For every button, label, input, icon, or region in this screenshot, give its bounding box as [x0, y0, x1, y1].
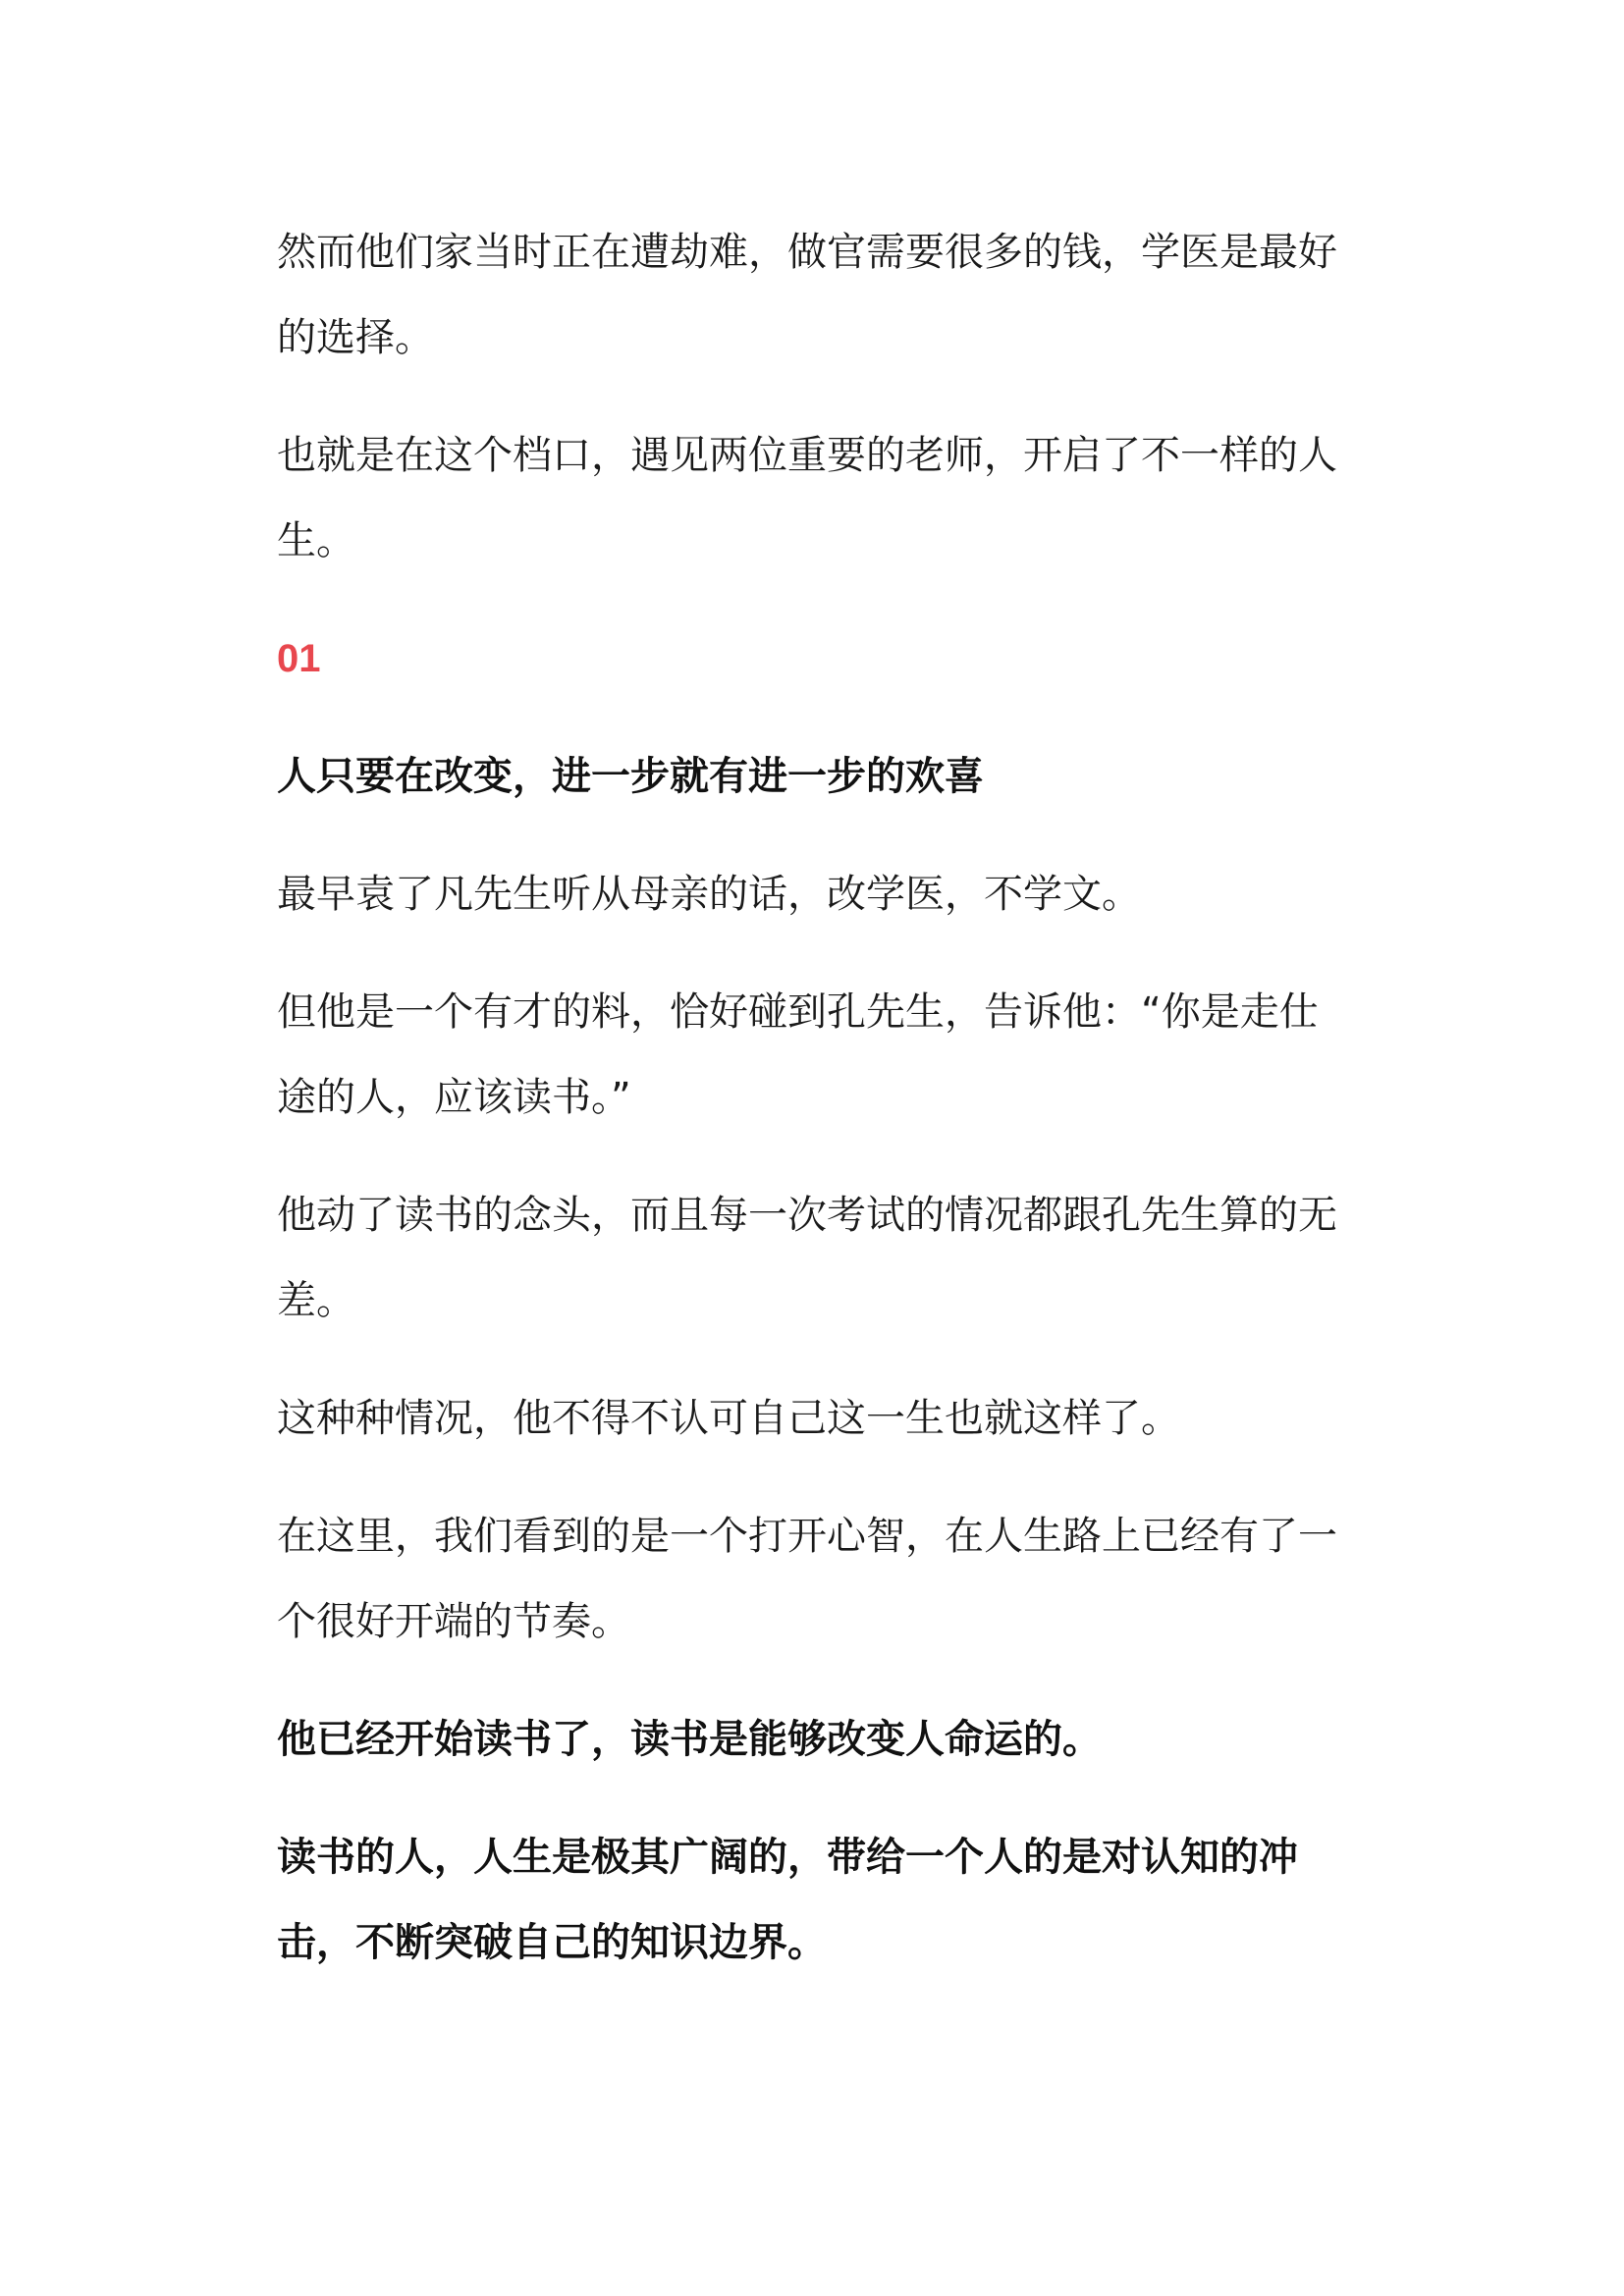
section-heading: 人只要在改变，进一步就有进一步的欢喜 [277, 754, 984, 799]
bold-paragraph-1: 他已经开始读书了，读书是能够改变人命运的。 [277, 1717, 1102, 1762]
body-paragraph-5: 在这里，我们看到的是一个打开心智，在人生路上已经有了一个很好开端的节奏。 [277, 1514, 1337, 1644]
intro-paragraph-1: 然而他们家当时正在遭劫难，做官需要很多的钱，学医是最好的选择。 [277, 230, 1337, 360]
body-paragraph-1: 最早袁了凡先生听从母亲的话，改学医，不学文。 [277, 872, 1141, 917]
body-paragraph-2: 但他是一个有才的料，恰好碰到孔先生，告诉他：“你是走仕途的人，应该读书。” [277, 989, 1319, 1120]
body-paragraph-4: 这种种情况，他不得不认可自己这一生也就这样了。 [277, 1396, 1180, 1441]
section-number: 01 [277, 637, 321, 680]
body-paragraph-3: 他动了读书的念头，而且每一次考试的情况都跟孔先生算的无差。 [277, 1193, 1337, 1323]
bold-paragraph-2: 读书的人，人生是极其广阔的，带给一个人的是对认知的冲击，不断突破自己的知识边界。 [277, 1835, 1298, 1965]
article-body [277, 210, 1357, 2018]
intro-paragraph-2: 也就是在这个档口，遇见两位重要的老师，开启了不一样的人生。 [277, 433, 1337, 563]
